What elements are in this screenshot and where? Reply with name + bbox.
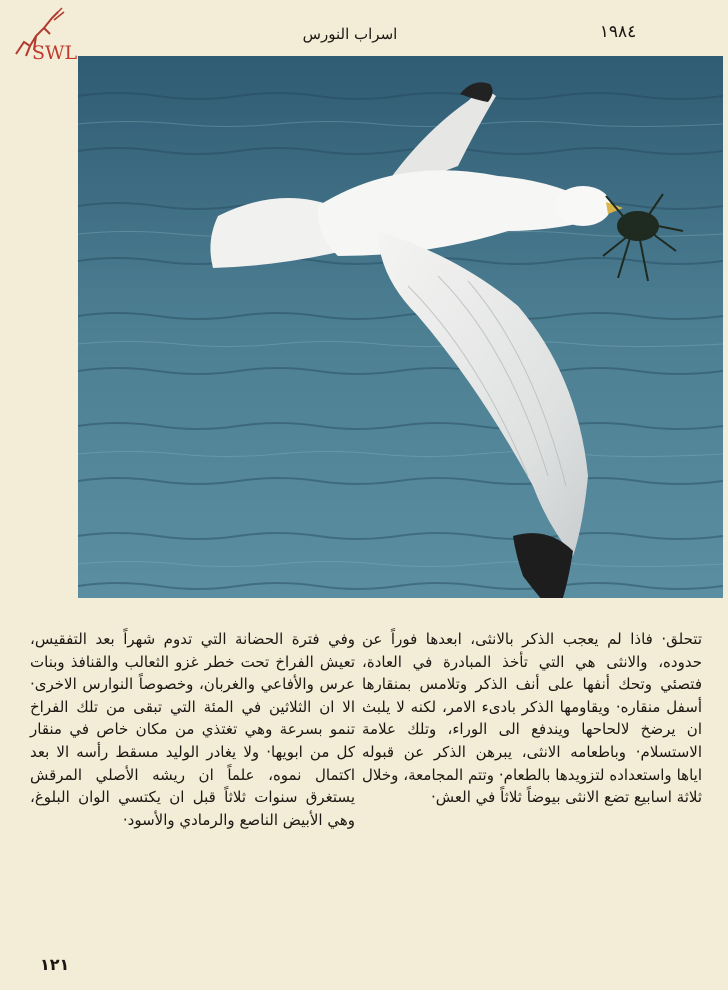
header-year: ١٩٨٤ xyxy=(599,22,637,42)
seagull-carrying-crab-icon xyxy=(78,56,723,598)
text-column-left: وفي فترة الحضانة التي تدوم شهراً بعد التفقيس، تعيش الفراخ تحت خطر غزو الثعالب والقنافذ وبنات عرس والأفاعي والغربان، وخصوصاً النوارس الاخرى· الا ان الثلاثين في المئة التي تبقى من تلك الفراخ تنمو بسرعة وهي تغتذي من مكان خاص في منقار كل من ابويها· ولا يغادر الوليد مسقط رأسه الا بعد اكتمال نموه، علماً ان ريشه الأصلي المرقش يستغرق سنوات ثلاثاً قبل ان يكتسي الوان البلوغ، وهي الأبيض الناصع والرمادي والأسود· xyxy=(30,630,355,829)
running-title: اسراب النورس xyxy=(302,25,398,43)
logo-text: SWL xyxy=(32,42,78,64)
text-column-right: تتحلق· فاذا لم يعجب الذكر بالانثى، ابعدها فوراً عن حدوده، والانثى هي التي تأخذ المبادرة في العادة، فتصئي وتحك أنفها على أنف الذكر وتلامس بمنقارها أسفل منقاره· ويقاومها الذكر بادىء الامر، لكنه لا يلبث ان يرضخ لالحاحها ويندفع الى الوراء، وتلك علامة الاستسلام· وباطعامه الانثى، يبرهن الذكر عن قبوله اياها واستعداده لتزويدها بالطعام· وتتم المجامعة، وخلال ثلاثة اسابيع تضع الانثى بيوضاً ثلاثاً في العش· xyxy=(362,630,702,807)
seagull-photo xyxy=(78,56,723,598)
page-number: ١٢١ xyxy=(40,955,70,974)
